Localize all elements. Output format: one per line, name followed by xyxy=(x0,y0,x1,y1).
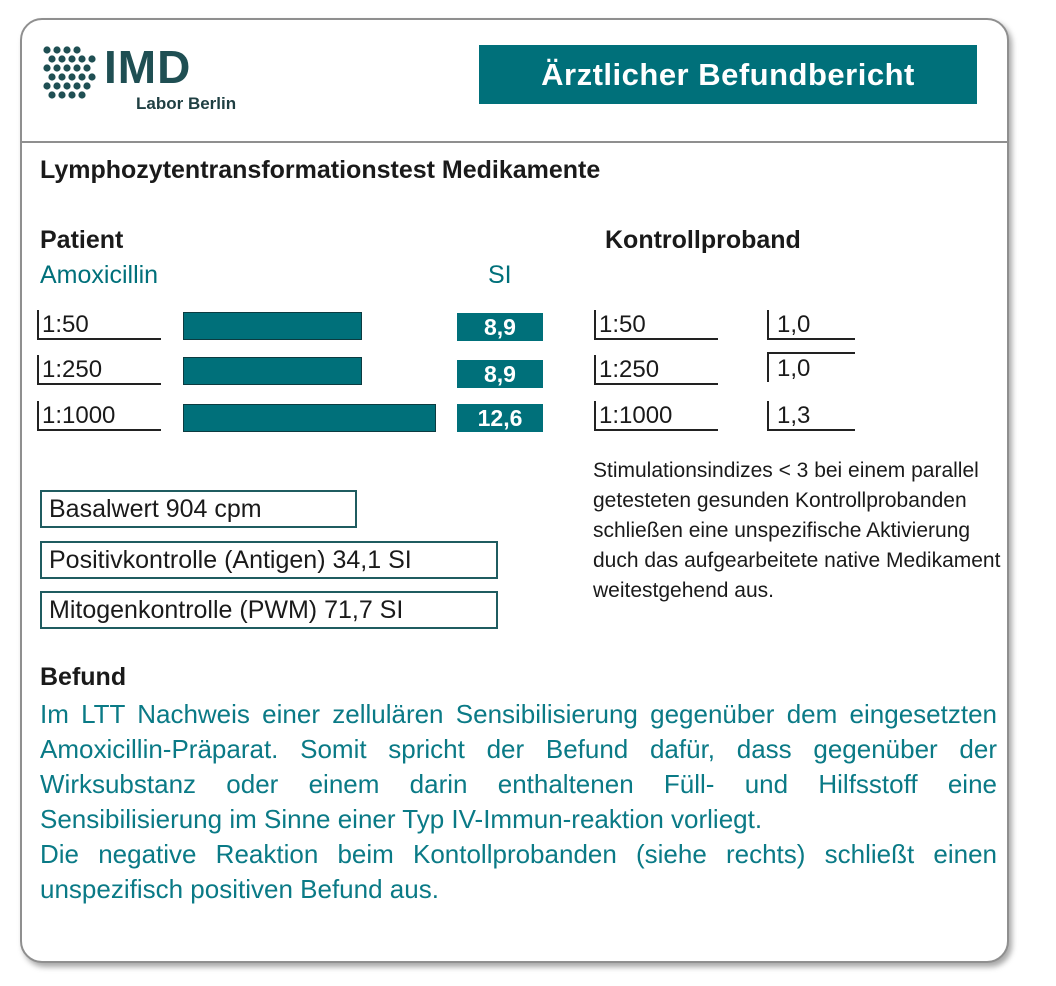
header-divider xyxy=(22,141,1007,143)
befund-paragraph-2: Die negative Reaktion beim Kontollprobanden (siehe rechts) schließt einen unspezifisch positiven Befund aus. xyxy=(40,839,997,904)
patient-dilution-3: 1:1000 xyxy=(37,401,161,431)
si-bar-2 xyxy=(183,357,362,385)
si-value-3: 12,6 xyxy=(457,404,543,432)
control-si-2: 1,0 xyxy=(767,352,855,382)
si-bar-1 xyxy=(183,312,362,340)
report-type-banner: Ärztlicher Befundbericht xyxy=(479,45,977,104)
control-si-3: 1,3 xyxy=(767,401,855,431)
control-dilution-1: 1:50 xyxy=(594,310,718,340)
befund-paragraph-1: Im LTT Nachweis einer zellulären Sensibilisierung gegenüber dem eingesetzten Amoxicillin-Präparat. Somit spricht der Befund dafür, dass gegenüber der Wirksubstanz oder einem darin enthaltenen Füll- und Hilfsstoff eine Sensibilisierung im Sinne einer Typ IV-Immun-reaktion vorliegt. xyxy=(40,699,997,834)
control-heading: Kontrollproband xyxy=(605,226,801,254)
patient-heading: Patient xyxy=(40,226,124,254)
si-value-2: 8,9 xyxy=(457,360,543,388)
basal-value-box: Basalwert 904 cpm xyxy=(40,490,357,528)
si-bar-3 xyxy=(183,404,436,432)
control-dilution-2: 1:250 xyxy=(594,355,718,385)
imd-logo-dots-icon xyxy=(42,46,100,102)
patient-dilution-2: 1:250 xyxy=(37,355,161,385)
logo-subtitle: Labor Berlin xyxy=(136,94,237,113)
si-value-1: 8,9 xyxy=(457,313,543,341)
positive-control-box: Positivkontrolle (Antigen) 34,1 SI xyxy=(40,541,498,579)
control-dilution-3: 1:1000 xyxy=(594,401,718,431)
logo-wordmark: IMD xyxy=(104,41,192,93)
drug-name: Amoxicillin xyxy=(40,261,159,289)
control-si-1: 1,0 xyxy=(767,310,855,340)
befund-heading: Befund xyxy=(40,663,127,691)
control-note: Stimulationsindizes < 3 bei einem parallel getesteten gesunden Kontrollprobanden schließen eine unspezifische Aktivierung duch das aufgearbeitete native Medikament weitestgehend aus. xyxy=(593,459,1001,602)
patient-dilution-1: 1:50 xyxy=(37,310,161,340)
befund-text xyxy=(40,697,997,907)
report-title: Lymphozytentransformationstest Medikamente xyxy=(40,156,601,184)
mitogen-control-box: Mitogenkontrolle (PWM) 71,7 SI xyxy=(40,591,498,629)
si-column-label: SI xyxy=(488,261,512,289)
